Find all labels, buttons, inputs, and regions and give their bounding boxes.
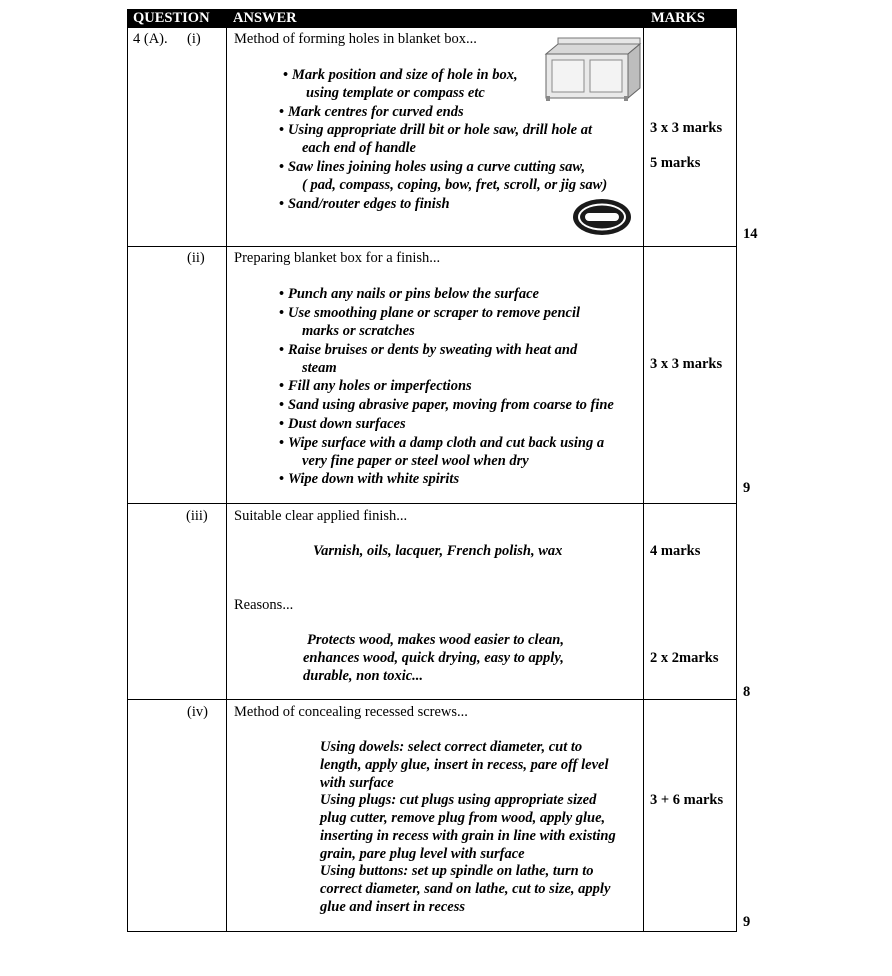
header-question: QUESTION <box>133 10 210 26</box>
marks-value: 2 x 2marks <box>650 650 719 666</box>
part-label: (i) <box>187 31 201 47</box>
table-border-right <box>736 28 737 932</box>
bullet-continuation: steam <box>302 360 337 376</box>
marks-value: 3 + 6 marks <box>650 792 724 808</box>
bullet-item: • Sand/router edges to finish <box>279 196 450 212</box>
part-label: (iii) <box>186 508 208 524</box>
reasons-line: durable, non toxic... <box>303 668 424 684</box>
bullet-item: • Use smoothing plane or scraper to remove pencil <box>279 305 581 321</box>
table-header <box>127 9 737 28</box>
table-border-bottom <box>127 931 737 932</box>
method-line: length, apply glue, insert in recess, pare off level <box>320 757 609 773</box>
handle-slot-icon <box>571 197 633 237</box>
reasons-label: Reasons... <box>234 597 294 613</box>
bullet-continuation: each end of handle <box>302 140 416 156</box>
bullet-item: • Using appropriate drill bit or hole saw, drill hole at <box>279 122 593 138</box>
table-divider-question <box>226 28 227 932</box>
row-divider <box>127 246 737 247</box>
section-total: 14 <box>743 226 758 242</box>
method-line: correct diameter, sand on lathe, cut to size, apply <box>320 881 611 897</box>
table-border-left <box>127 28 128 932</box>
section-total: 9 <box>743 480 751 496</box>
method-line: glue and insert in recess <box>320 899 466 915</box>
part-label: (ii) <box>187 250 205 266</box>
section-title: Suitable clear applied finish... <box>234 508 408 524</box>
section-total: 8 <box>743 684 751 700</box>
bullet-item: • Raise bruises or dents by sweating with heat and <box>279 342 578 358</box>
header-answer: ANSWER <box>233 10 297 26</box>
section-title: Method of concealing recessed screws... <box>234 704 468 720</box>
bullet-item: • Mark centres for curved ends <box>279 104 464 120</box>
bullet-item: • Fill any holes or imperfections <box>279 378 472 394</box>
bullet-item: • Mark position and size of hole in box, <box>283 67 518 83</box>
bullet-item: • Saw lines joining holes using a curve cutting saw, <box>279 159 586 175</box>
reasons-line: enhances wood, quick drying, easy to apply, <box>303 650 564 666</box>
section-title: Preparing blanket box for a finish... <box>234 250 441 266</box>
bullet-continuation: ( pad, compass, coping, bow, fret, scroll, or jig saw) <box>302 177 608 193</box>
method-line: grain, pare plug level with surface <box>320 846 525 862</box>
marks-value: 3 x 3 marks <box>650 120 723 136</box>
bullet-continuation: using template or compass etc <box>306 85 485 101</box>
section-total: 9 <box>743 914 751 930</box>
method-line: with surface <box>320 775 394 791</box>
bullet-continuation: marks or scratches <box>302 323 415 339</box>
reasons-line: Protects wood, makes wood easier to clean, <box>307 632 564 648</box>
method-line: Using plugs: cut plugs using appropriate sized <box>320 792 597 808</box>
section-title: Method of forming holes in blanket box... <box>234 31 477 47</box>
row-divider <box>127 503 737 504</box>
row-divider <box>127 699 737 700</box>
method-line: Using dowels: select correct diameter, cut to <box>320 739 583 755</box>
method-line: inserting in recess with grain in line with existing <box>320 828 616 844</box>
method-line: Using buttons: set up spindle on lathe, turn to <box>320 863 594 879</box>
marks-value: 4 marks <box>650 543 701 559</box>
bullet-continuation: very fine paper or steel wool when dry <box>302 453 529 469</box>
method-line: plug cutter, remove plug from wood, apply glue, <box>320 810 606 826</box>
part-label: (iv) <box>187 704 208 720</box>
bullet-item: • Dust down surfaces <box>279 416 406 432</box>
blanket-box-image <box>532 34 646 104</box>
marks-value: 5 marks <box>650 155 701 171</box>
header-marks: MARKS <box>651 10 705 26</box>
bullet-item: • Sand using abrasive paper, moving from coarse to fine <box>279 397 614 413</box>
table-divider-marks <box>643 28 644 932</box>
bullet-item: • Wipe surface with a damp cloth and cut back using a <box>279 435 605 451</box>
bullet-item: • Punch any nails or pins below the surface <box>279 286 539 302</box>
finishes-list: Varnish, oils, lacquer, French polish, wax <box>313 543 563 559</box>
question-number: 4 (A). <box>133 31 168 47</box>
marks-value: 3 x 3 marks <box>650 356 723 372</box>
bullet-item: • Wipe down with white spirits <box>279 471 460 487</box>
